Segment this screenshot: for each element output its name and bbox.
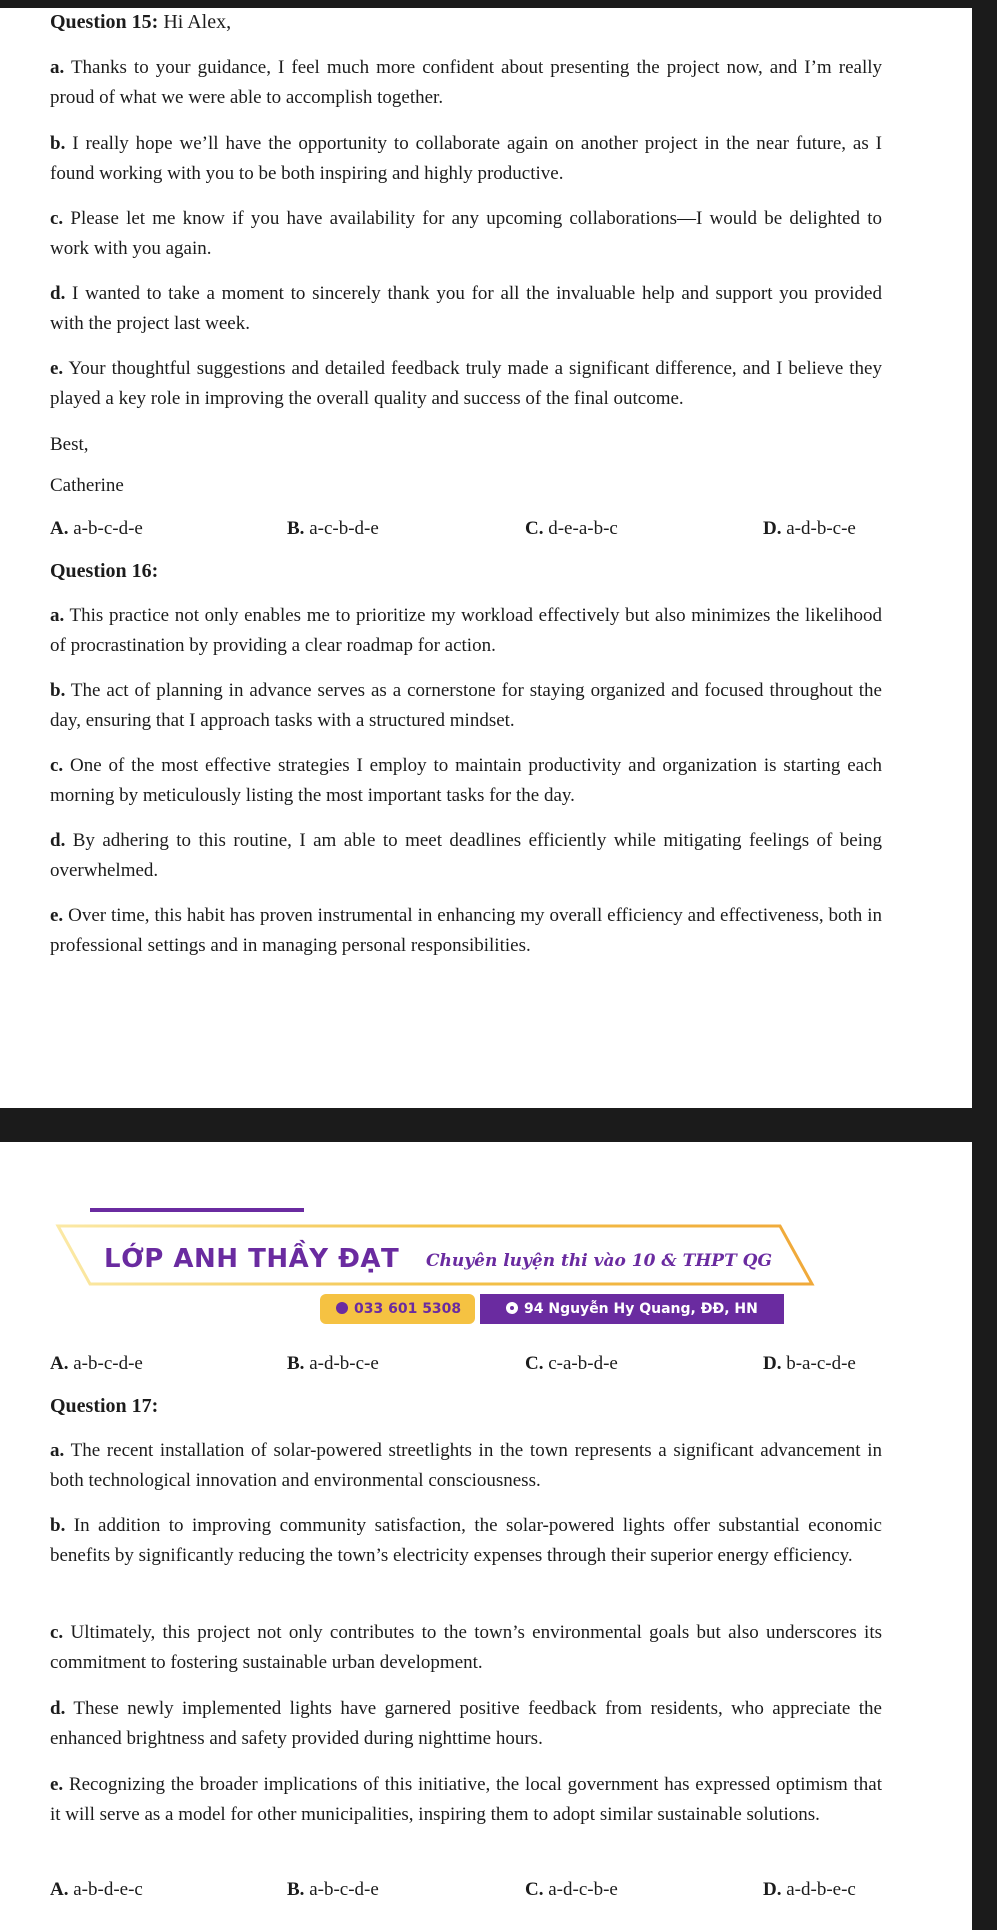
q16-option-d[interactable]: D. b-a-c-d-e bbox=[763, 1353, 856, 1374]
q17-item-b: b. In addition to improving community satisfaction, the solar-powered lights offer substantial economic benefits by significantly reducing the town’s electricity expenses through their superior energy efficiency. bbox=[50, 1515, 882, 1566]
q15-item-c: c. Please let me know if you have availability for any upcoming collaborations—I would be delighted to work with you again. bbox=[50, 208, 882, 259]
q16-item-c: c. One of the most effective strategies I employ to maintain productivity and organization is starting each morning by meticulously listing the most important tasks for the day. bbox=[50, 755, 882, 806]
q16-item-b: b. The act of planning in advance serves as a cornerstone for staying organized and focused throughout the day, ensuring that I approach tasks with a structured mindset. bbox=[50, 680, 882, 731]
q15-option-d[interactable]: D. a-d-b-c-e bbox=[763, 518, 856, 539]
question-16-heading: Question 16: bbox=[50, 560, 159, 582]
q17-option-a[interactable]: A. a-b-d-e-c bbox=[50, 1879, 143, 1900]
q16-option-a[interactable]: A. a-b-c-d-e bbox=[50, 1353, 143, 1374]
q15-option-c[interactable]: C. d-e-a-b-c bbox=[525, 518, 618, 539]
promo-banner bbox=[0, 1142, 972, 1332]
q17-item-d: d. These newly implemented lights have garnered positive feedback from residents, who appreciate the enhanced brightness and safety provided during nighttime hours. bbox=[50, 1698, 882, 1749]
q15-item-a: a. Thanks to your guidance, I feel much more confident about presenting the project now, and I’m really proud of what we were able to accomplish together. bbox=[50, 57, 882, 108]
page-bottom bbox=[0, 1142, 972, 1930]
banner-accent-line bbox=[90, 1208, 304, 1212]
phone-badge: 033 601 5308 bbox=[320, 1294, 475, 1324]
q16-option-b[interactable]: B. a-d-b-c-e bbox=[287, 1353, 379, 1374]
banner-title: LỚP ANH THẦY ĐẠT bbox=[104, 1244, 400, 1274]
q16-option-c[interactable]: C. c-a-b-d-e bbox=[525, 1353, 618, 1374]
phone-icon bbox=[336, 1302, 348, 1314]
q15-option-a[interactable]: A. a-b-c-d-e bbox=[50, 518, 143, 539]
q16-item-d: d. By adhering to this routine, I am able to meet deadlines efficiently while mitigating feelings of being overwhelmed. bbox=[50, 830, 882, 881]
q16-item-e: e. Over time, this habit has proven instrumental in enhancing my overall efficiency and effectiveness, both in professional settings and in managing personal responsibilities. bbox=[50, 905, 882, 956]
question-17-heading: Question 17: bbox=[50, 1395, 159, 1417]
banner-subtitle: Chuyên luyện thi vào 10 & THPT QG bbox=[426, 1251, 772, 1271]
location-pin-icon bbox=[506, 1302, 518, 1314]
q17-item-a: a. The recent installation of solar-powered streetlights in the town represents a significant advancement in both technological innovation and environmental consciousness. bbox=[50, 1440, 882, 1491]
q17-option-d[interactable]: D. a-d-b-e-c bbox=[763, 1879, 856, 1900]
question-15-heading: Question 15: Hi Alex, bbox=[50, 11, 232, 33]
signature: Catherine bbox=[50, 475, 124, 496]
closing: Best, bbox=[50, 434, 89, 455]
address-badge: 94 Nguyễn Hy Quang, ĐĐ, HN bbox=[480, 1294, 784, 1324]
page-top bbox=[0, 8, 972, 1108]
q15-option-b[interactable]: B. a-c-b-d-e bbox=[287, 518, 379, 539]
q15-item-b: b. I really hope we’ll have the opportunity to collaborate again on another project in the near future, as I found working with you to be both inspiring and highly productive. bbox=[50, 133, 882, 184]
greeting: Hi Alex, bbox=[158, 11, 232, 33]
q16-item-a: a. This practice not only enables me to prioritize my workload effectively but also minimizes the likelihood of procrastination by providing a clear roadmap for action. bbox=[50, 605, 882, 656]
q17-option-b[interactable]: B. a-b-c-d-e bbox=[287, 1879, 379, 1900]
q17-item-c: c. Ultimately, this project not only contributes to the town’s environmental goals but also underscores its commitment to fostering sustainable urban development. bbox=[50, 1622, 882, 1673]
q17-option-c[interactable]: C. a-d-c-b-e bbox=[525, 1879, 618, 1900]
q15-item-d: d. I wanted to take a moment to sincerely thank you for all the invaluable help and support you provided with the project last week. bbox=[50, 283, 882, 334]
q17-item-e: e. Recognizing the broader implications of this initiative, the local government has expressed optimism that it will serve as a model for other municipalities, inspiring them to adopt similar sustainable solutions. bbox=[50, 1774, 882, 1825]
q15-item-e: e. Your thoughtful suggestions and detailed feedback truly made a significant difference, and I believe they played a key role in improving the overall quality and success of the final outcome. bbox=[50, 358, 882, 409]
